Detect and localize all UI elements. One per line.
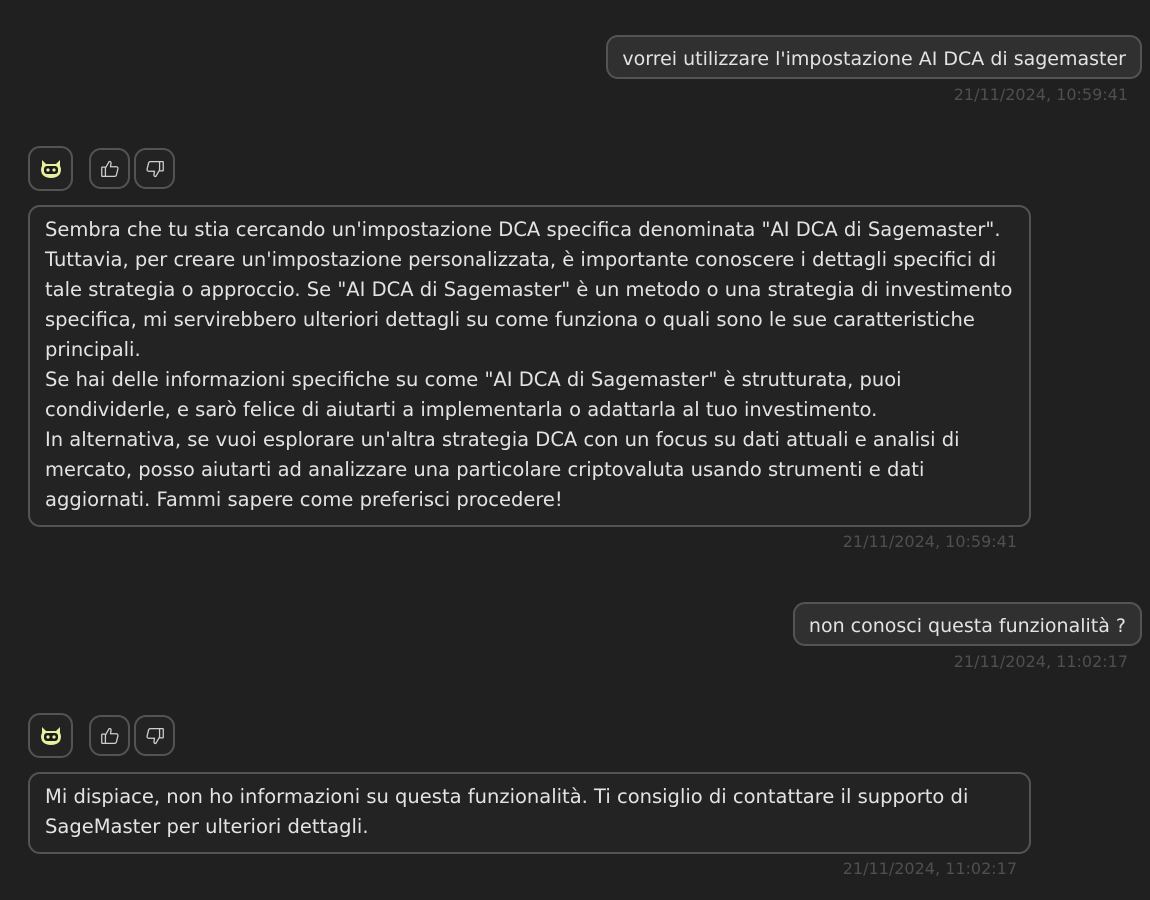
message-timestamp: 21/11/2024, 10:59:41 [953, 85, 1128, 104]
message-paragraph: Se hai delle informazioni specifiche su come "AI DCA di Sagemaster" è strutturata, puoi condividerle, e sarò felice di aiutarti a implementarla o adattarla al tuo investimento. [45, 368, 902, 421]
message-paragraph: In alternativa, se vuoi esplorare un'altra strategia DCA con un focus su dati attuali e analisi di mercato, posso aiutarti ad analizzare una particolare criptovaluta usando strumenti e dati aggiornati. Fammi sapere come preferisci procedere! [45, 428, 960, 511]
thumbs-up-icon [99, 158, 121, 180]
assistant-message [28, 713, 1031, 878]
assistant-message-bubble [28, 205, 1031, 527]
robot-icon [38, 157, 64, 181]
bot-avatar [28, 146, 73, 191]
message-timestamp: 21/11/2024, 10:59:41 [842, 532, 1017, 551]
assistant-message [28, 146, 1031, 551]
message-timestamp: 21/11/2024, 11:02:17 [842, 859, 1017, 878]
thumbs-up-button[interactable] [89, 715, 130, 756]
assistant-message-bubble [28, 772, 1031, 854]
thumbs-down-button[interactable] [134, 148, 175, 189]
message-paragraph: Sembra che tu stia cercando un'impostazione DCA specifica denominata "AI DCA di Sagemaster". Tuttavia, per creare un'impostazione personalizzata, è importante conoscere i dettagli specifici di tale strategia o approccio. Se "AI DCA di Sagemaster" è un metodo o una strategia di investimento specifica, mi servirebbero ulteriori dettagli su come funziona o quali sono le sue caratteristiche principali. [45, 218, 1013, 361]
user-message [793, 602, 1142, 671]
user-message-bubble: non conosci questa funzionalità ? [793, 602, 1142, 646]
message-timestamp: 21/11/2024, 11:02:17 [953, 652, 1128, 671]
message-actions [28, 146, 1031, 191]
thumbs-down-button[interactable] [134, 715, 175, 756]
message-actions [28, 713, 1031, 758]
robot-icon [38, 724, 64, 748]
user-message [606, 35, 1142, 104]
bot-avatar [28, 713, 73, 758]
message-paragraph: Mi dispiace, non ho informazioni su questa funzionalità. Ti consiglio di contattare il supporto di SageMaster per ulteriori dettagli. [45, 785, 969, 838]
user-message-bubble: vorrei utilizzare l'impostazione AI DCA di sagemaster [606, 35, 1142, 79]
thumbs-up-button[interactable] [89, 148, 130, 189]
thumbs-up-icon [99, 725, 121, 747]
thumbs-down-icon [144, 158, 166, 180]
thumbs-down-icon [144, 725, 166, 747]
